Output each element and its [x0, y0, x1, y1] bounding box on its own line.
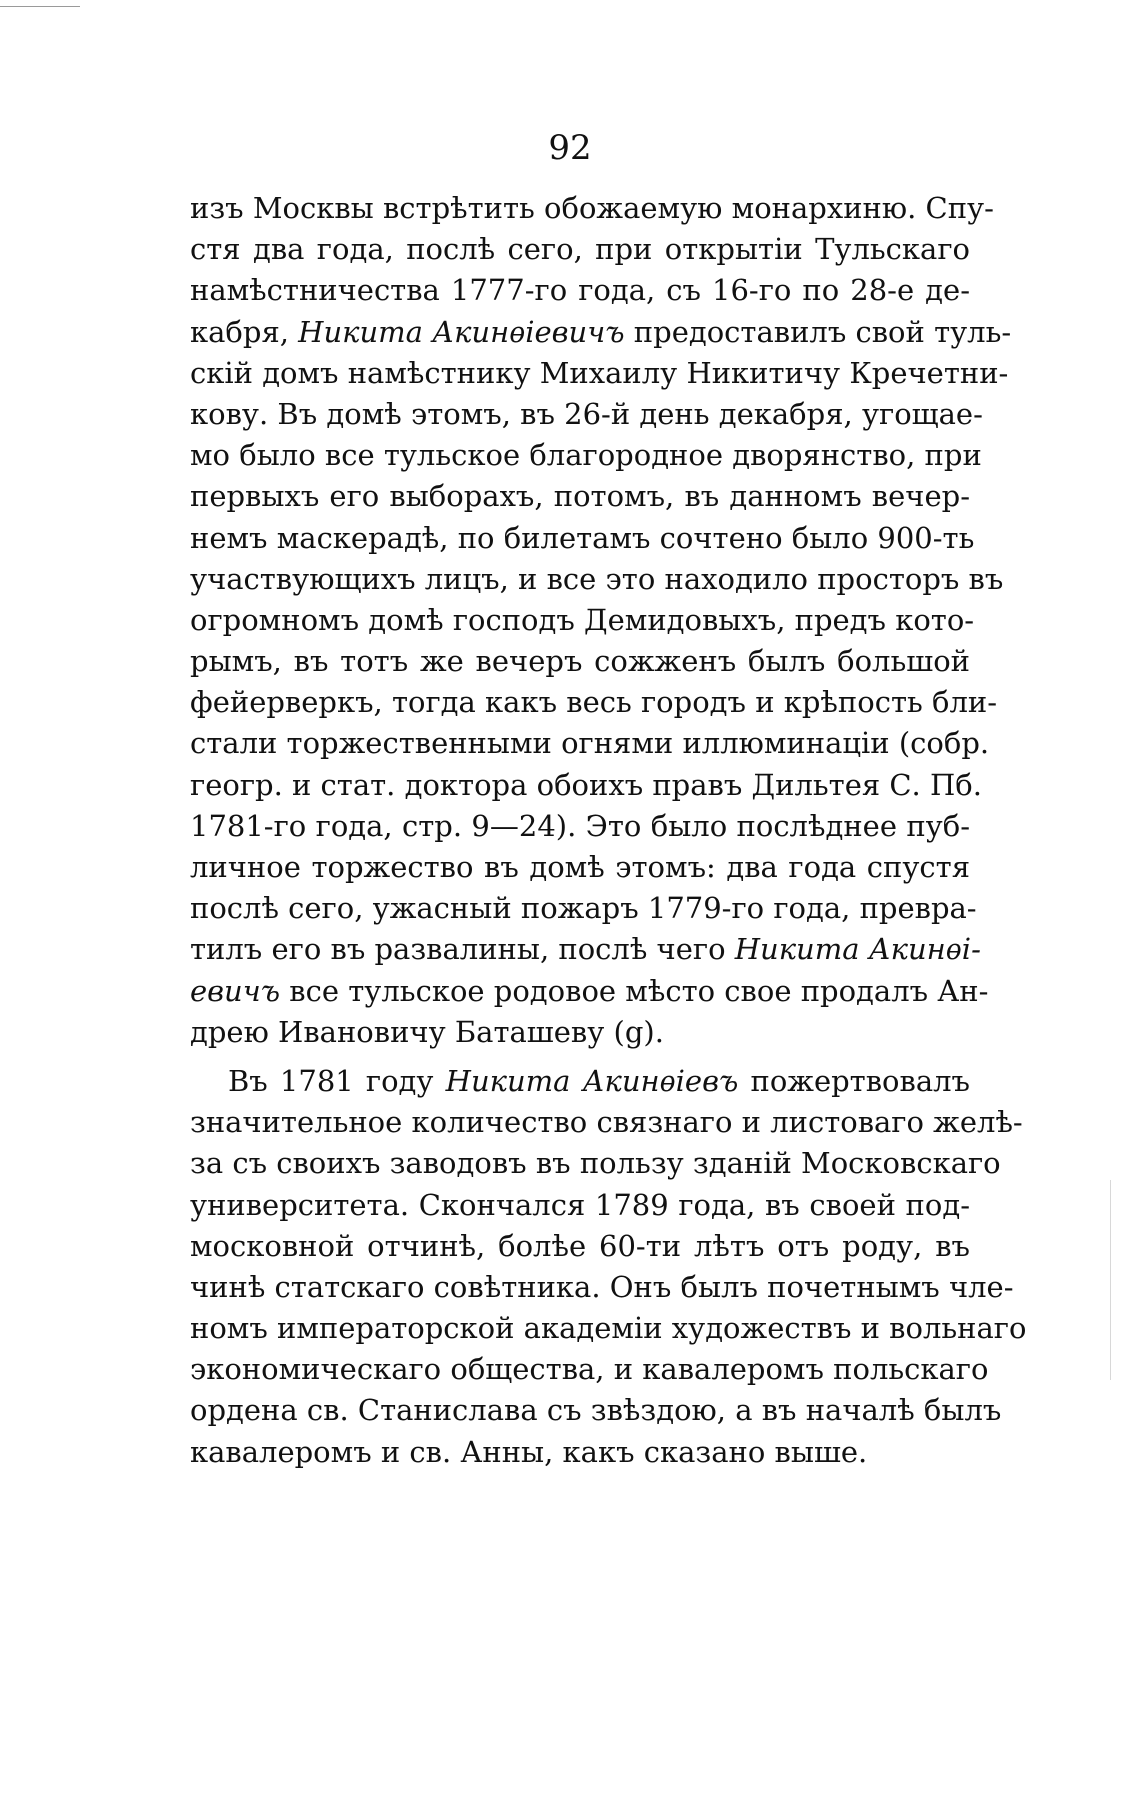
- text-run: личное торжество въ домѣ этомъ: два года спустя: [190, 850, 970, 884]
- text-line: [190, 847, 970, 888]
- text-run: тилъ его въ развалины, послѣ чего: [190, 932, 735, 967]
- text-run: первыхъ его выборахъ, потомъ, въ данномъ вечер-: [190, 479, 970, 514]
- text-line: [190, 1185, 970, 1226]
- italic-name: Никита Акинѳіевичъ: [298, 314, 625, 349]
- text-line: [190, 188, 994, 229]
- text-line: [190, 559, 1004, 600]
- text-run: за съ своихъ заводовъ въ пользу зданій Московскаго: [190, 1146, 1001, 1181]
- text-line: [190, 270, 970, 311]
- text-run: номъ императорской академіи художествъ и вольнаго: [190, 1311, 1027, 1346]
- page-number: 92: [548, 128, 592, 168]
- text-run: скій домъ намѣстнику Михаилу Никитичу Кречетни-: [190, 355, 1009, 390]
- text-line: [190, 1432, 970, 1473]
- body-text: [190, 188, 1027, 1473]
- text-run: кабря,: [190, 314, 299, 349]
- text-line: [190, 971, 989, 1012]
- text-run: дрею Ивановичу Баташеву (g).: [190, 1014, 664, 1049]
- text-line: [190, 682, 998, 723]
- text-run: чинѣ статскаго совѣтника. Онъ былъ почетнымъ чле-: [190, 1269, 1014, 1304]
- text-run: значительное количество связнаго и листоваго желѣ-: [190, 1105, 1023, 1140]
- text-line: [190, 765, 982, 806]
- text-line: [190, 1012, 970, 1053]
- text-line: [190, 229, 970, 270]
- text-line: [190, 1267, 1014, 1308]
- text-run: послѣ сего, ужасный пожаръ 1779-го года, превра-: [190, 891, 977, 926]
- text-run: пожертвовалъ: [738, 1063, 970, 1098]
- text-run: все тульское родовое мѣсто свое продалъ Ан-: [280, 973, 989, 1008]
- text-line: [190, 353, 1009, 394]
- text-run: мо было все тульское благородное дворянство, при: [190, 438, 982, 473]
- page-edge-mark: [1110, 1180, 1111, 1380]
- text-run: стали торжественными огнями иллюминаціи (собр.: [190, 726, 990, 761]
- text-line: [190, 476, 970, 517]
- text-run: московной отчинѣ, болѣе 60-ти лѣтъ отъ роду, въ: [190, 1228, 970, 1263]
- top-edge-rule: [0, 6, 80, 7]
- text-run: стя два года, послѣ сего, при открытіи Тульскаго: [190, 232, 970, 267]
- text-run: изъ Москвы встрѣтить обожаемую монархиню. Спу-: [190, 191, 994, 225]
- text-run: 1781-го года, стр. 9—24). Это было послѣднее пуб-: [190, 808, 970, 843]
- text-run: геогр. и стат. доктора обоихъ правъ Дильтея С. Пб.: [190, 767, 982, 802]
- text-line: [190, 929, 981, 970]
- text-line: [190, 600, 975, 641]
- text-run: предоставилъ свой туль-: [624, 314, 1012, 349]
- text-line: [190, 1349, 989, 1390]
- text-line: [190, 1143, 1001, 1184]
- text-run: экономическаго общества, и кавалеромъ польскаго: [190, 1352, 989, 1387]
- text-run: рымъ, въ тотъ же вечеръ сожженъ былъ большой: [190, 644, 970, 679]
- text-run: немъ маскерадѣ, по билетамъ сочтено было 900-ть: [190, 520, 975, 555]
- text-run: участвующихъ лицъ, и все это находило просторъ въ: [190, 561, 1004, 596]
- text-run: Въ 1781 году: [228, 1063, 446, 1098]
- text-run: ордена св. Станислава съ звѣздою, а въ началѣ былъ: [190, 1393, 1002, 1428]
- text-run: фейерверкъ, тогда какъ весь городъ и крѣпость бли-: [190, 685, 998, 720]
- text-line: [190, 641, 970, 682]
- italic-name: Никита Акинѳіевъ: [445, 1063, 739, 1098]
- text-line: [190, 312, 1012, 353]
- text-line: [190, 1102, 1023, 1143]
- text-line: [190, 1308, 1027, 1349]
- text-run: университета. Скончался 1789 года, въ своей под-: [190, 1187, 970, 1222]
- italic-name: Никита Акинѳі-: [734, 932, 981, 967]
- text-line: [190, 723, 990, 764]
- text-line: [190, 394, 983, 435]
- text-line: [190, 1390, 1002, 1431]
- text-line: [190, 1061, 970, 1102]
- text-line: [190, 1226, 970, 1267]
- text-line: [190, 806, 970, 847]
- text-run: кову. Въ домѣ этомъ, въ 26-й день декабря, угощае-: [190, 396, 983, 431]
- text-line: [190, 518, 975, 559]
- text-run: намѣстничества 1777-го года, съ 16-го по 28-е де-: [190, 273, 970, 308]
- text-run: огромномъ домѣ господъ Демидовыхъ, предъ кото-: [190, 602, 975, 637]
- text-line: [190, 435, 982, 476]
- text-run: кавалеромъ и св. Анны, какъ сказано выше.: [190, 1434, 868, 1469]
- text-line: [190, 888, 977, 929]
- italic-name: евичъ: [190, 973, 281, 1008]
